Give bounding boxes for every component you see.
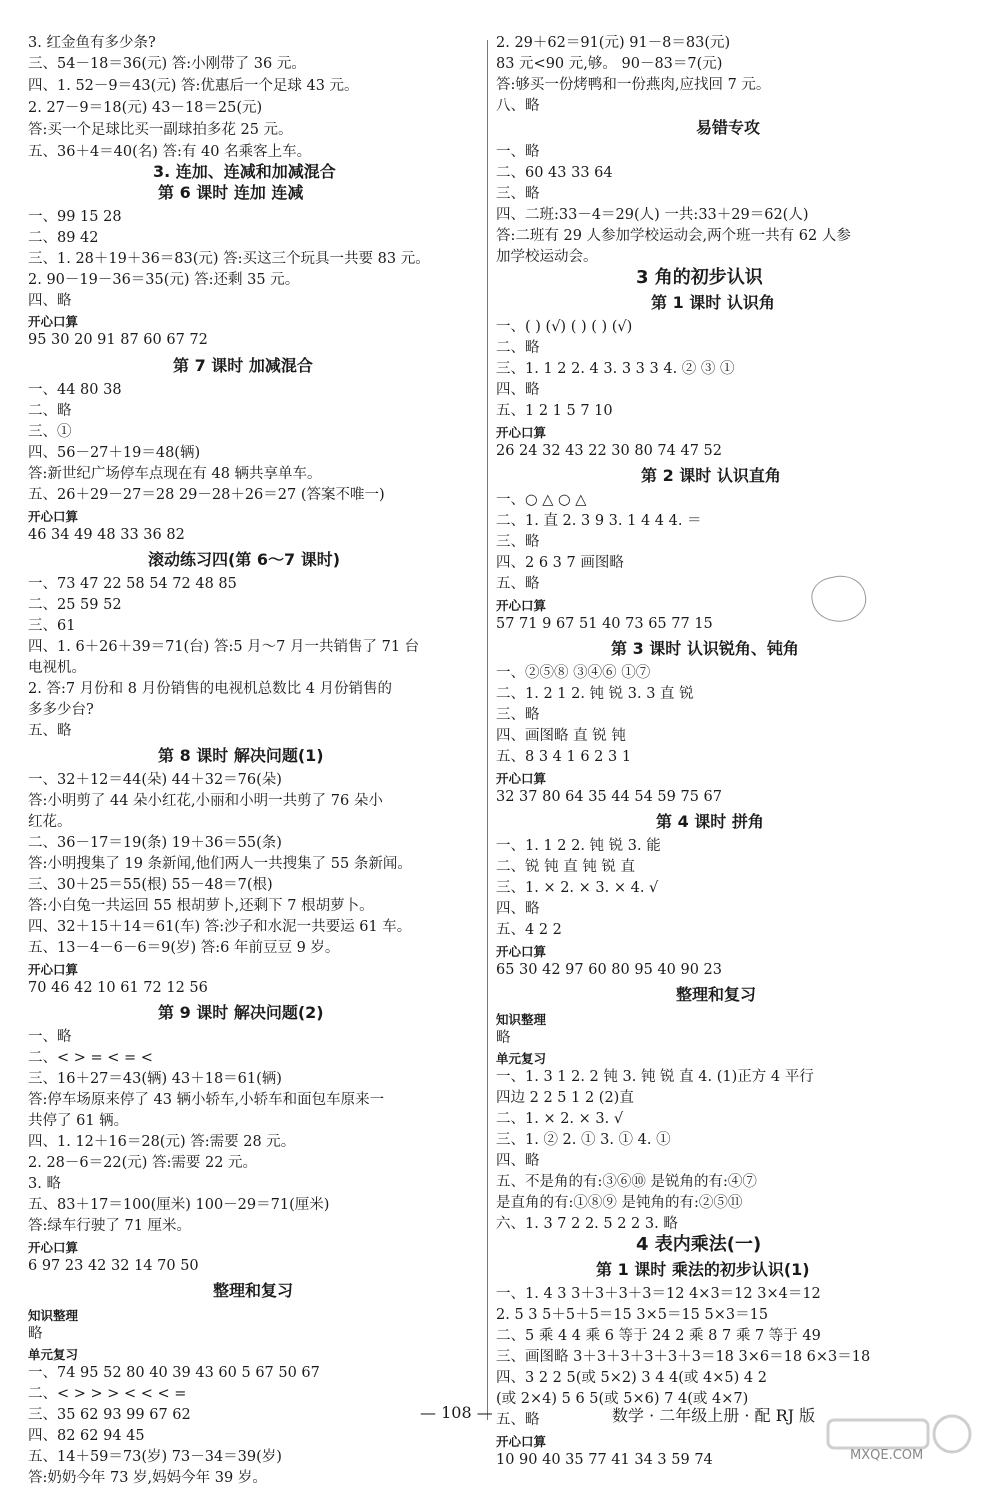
- subsection-label: 开心口算: [496, 598, 547, 613]
- answer-line: 四、略: [28, 293, 72, 309]
- answer-line: 红花。: [28, 814, 72, 830]
- answer-line: 加学校运动会。: [496, 249, 598, 265]
- answer-line: 三、略: [496, 186, 540, 202]
- answer-line: 二、< > = < = <: [28, 1050, 153, 1066]
- answer-line: 三、16＋27＝43(辆) 43＋18＝61(辆): [28, 1071, 282, 1087]
- answer-line: 答:够买一份烤鸭和一份燕肉,应找回 7 元。: [496, 77, 771, 93]
- answer-line: 五、1 2 1 5 7 10: [496, 403, 613, 419]
- section-heading: 第 7 课时 加减混合: [173, 356, 313, 375]
- answer-line: 2. 29＋62＝91(元) 91－8＝83(元): [496, 35, 731, 51]
- answer-line: 六、1. 3 7 2 2. 5 2 2 3. 略: [496, 1216, 678, 1232]
- answer-line: 二、略: [496, 340, 540, 356]
- section-heading: 3 角的初步认识: [636, 267, 763, 288]
- answer-line: 三、1. 28＋19＋36＝83(元) 答:买这三个玩具一共要 83 元。: [28, 251, 430, 267]
- answer-line: 四边 2 2 5 1 2 (2)直: [496, 1090, 634, 1106]
- subsection-label: 开心口算: [496, 944, 547, 959]
- answer-line: 二、1. 直 2. 3 9 3. 1 4 4 4. ＝: [496, 513, 702, 529]
- answer-line: 答:小明剪了 44 朵小红花,小丽和小明一共剪了 76 朵小: [28, 793, 383, 809]
- answer-line: 答:停车场原来停了 43 辆小轿车,小轿车和面包车原来一: [28, 1092, 385, 1108]
- answer-line: 二、锐 钝 直 钝 锐 直: [496, 859, 636, 875]
- answer-line: 四、1. 6＋26＋39＝71(台) 答:5 月～7 月一共销售了 71 台: [28, 639, 420, 655]
- answer-line: 二、5 乘 4 4 乘 6 等于 24 2 乘 8 7 乘 7 等于 49: [496, 1328, 821, 1344]
- answer-line: 三、1. ② 2. ① 3. ① 4. ①: [496, 1132, 671, 1148]
- section-heading: 易错专攻: [696, 118, 761, 137]
- answer-line: 二、< > > > < < < =: [28, 1386, 187, 1402]
- answer-line: 五、略: [496, 576, 540, 592]
- answer-line: 五、不是角的有:③⑥⑩ 是锐角的有:④⑦: [496, 1174, 757, 1190]
- answer-line: 三、61: [28, 618, 76, 634]
- section-heading: 第 2 课时 认识直角: [641, 466, 781, 485]
- answer-line: 10 90 40 35 77 41 34 3 59 74: [496, 1452, 713, 1468]
- answer-line: 答:买一个足球比买一副球拍多花 25 元。: [28, 122, 293, 138]
- subsection-label: 开心口算: [496, 425, 547, 440]
- answer-line: 2. 90－19－36＝35(元) 答:还剩 35 元。: [28, 272, 300, 288]
- section-heading: 第 8 课时 解决问题(1): [158, 746, 324, 765]
- subsection-label: 开心口算: [28, 962, 79, 977]
- answer-line: 三、略: [496, 707, 540, 723]
- answer-line: 四、略: [496, 382, 540, 398]
- answer-line: 3. 略: [28, 1176, 61, 1192]
- answer-line: 五、14＋59＝73(岁) 73－34＝39(岁): [28, 1449, 282, 1465]
- answer-line: 答:奶奶今年 73 岁,妈妈今年 39 岁。: [28, 1470, 267, 1486]
- answer-line: 二、36－17＝19(条) 19＋36＝55(条): [28, 835, 282, 851]
- answer-line: 四、二班:33－4＝29(人) 一共:33＋29＝62(人): [496, 207, 809, 223]
- answer-line: 四、略: [496, 901, 540, 917]
- answer-line: 三、1. × 2. × 3. × 4. √: [496, 880, 659, 896]
- answer-line: 三、35 62 93 99 67 62: [28, 1407, 191, 1423]
- answer-line: 八、略: [496, 98, 540, 114]
- answer-line: 电视机。: [28, 660, 86, 676]
- answer-line: 2. 答:7 月份和 8 月份销售的电视机总数比 4 月份销售的: [28, 681, 393, 697]
- answer-line: 五、36＋4＝40(名) 答:有 40 名乘客上车。: [28, 144, 312, 160]
- answer-line: 65 30 42 97 60 80 95 40 90 23: [496, 962, 722, 978]
- answer-line: 95 30 20 91 87 60 67 72: [28, 332, 208, 348]
- section-heading: 整理和复习: [213, 1281, 294, 1300]
- answer-line: 一、○ △ ○ △: [496, 492, 587, 508]
- section-heading: 4 表内乘法(一): [636, 1234, 762, 1255]
- answer-line: 一、1. 1 2 2. 钝 锐 3. 能: [496, 838, 661, 854]
- answer-line: 一、1. 3 1 2. 2 钝 3. 钝 锐 直 4. (1)正方 4 平行: [496, 1069, 814, 1085]
- answer-line: 五、略: [28, 723, 72, 739]
- answer-line: 一、略: [496, 144, 540, 160]
- answer-line: 四、3 2 2 5(或 5×2) 3 4 4(或 4×5) 4 2: [496, 1370, 767, 1386]
- decorative-stamp: [808, 571, 870, 627]
- section-heading: 第 4 课时 拼角: [656, 812, 764, 831]
- answer-line: 一、②⑤⑧ ③④⑥ ①⑦: [496, 665, 651, 681]
- subsection-label: 知识整理: [28, 1308, 79, 1323]
- answer-line: 一、32＋12＝44(朵) 44＋32＝76(朵): [28, 772, 282, 788]
- answer-line: 32 37 80 64 35 44 54 59 75 67: [496, 789, 722, 805]
- section-heading: 整理和复习: [676, 985, 757, 1004]
- answer-line: 一、( ) (√) ( ) ( ) (√): [496, 319, 633, 335]
- answer-line: 一、1. 4 3 3＋3＋3＋3＝12 4×3＝12 3×4＝12: [496, 1286, 821, 1302]
- section-heading: 第 1 课时 认识角: [651, 293, 775, 312]
- answer-line: 二、略: [28, 403, 72, 419]
- answer-line: 3. 红金鱼有多少条?: [28, 35, 156, 51]
- subsection-label: 开心口算: [28, 509, 79, 524]
- answer-line: 五、8 3 4 1 6 2 3 1: [496, 749, 632, 765]
- answer-line: 答:绿车行驶了 71 厘米。: [28, 1218, 192, 1234]
- answer-line: 共停了 61 辆。: [28, 1113, 129, 1129]
- section-heading: 第 6 课时 连加 连减: [158, 183, 304, 202]
- answer-line: 答:新世纪广场停车点现在有 48 辆共享单车。: [28, 466, 322, 482]
- answer-line: 46 34 49 48 33 36 82: [28, 527, 185, 543]
- answer-line: 一、74 95 52 80 40 39 43 60 5 67 50 67: [28, 1365, 320, 1381]
- subsection-label: 开心口算: [28, 1240, 79, 1255]
- book-title: 数学 · 二年级上册 · 配 RJ 版: [612, 1406, 816, 1425]
- answer-line: 二、25 59 52: [28, 597, 122, 613]
- section-heading: 3. 连加、连减和加减混合: [153, 162, 336, 181]
- answer-line: 五、4 2 2: [496, 922, 562, 938]
- answer-line: 2. 27－9＝18(元) 43－18＝25(元): [28, 100, 263, 116]
- subsection-label: 开心口算: [28, 314, 79, 329]
- answer-line: 二、89 42: [28, 230, 99, 246]
- answer-line: 一、73 47 22 58 54 72 48 85: [28, 576, 237, 592]
- answer-line: 83 元<90 元,够。 90－83＝7(元): [496, 56, 723, 72]
- answer-line: 2. 28－6＝22(元) 答:需要 22 元。: [28, 1155, 258, 1171]
- answer-line: 是直角的有:①⑧⑨ 是钝角的有:②⑤⑪: [496, 1195, 743, 1211]
- answer-line: 57 71 9 67 51 40 73 65 77 15: [496, 616, 713, 632]
- answer-line: 二、60 43 33 64: [496, 165, 613, 181]
- answer-line: 五、83＋17＝100(厘米) 100－29＝71(厘米): [28, 1197, 330, 1213]
- answer-line: (或 2×4) 5 6 5(或 5×6) 7 4(或 4×7): [496, 1391, 749, 1407]
- answer-line: 五、13－4－6－6＝9(岁) 答:6 年前豆豆 9 岁。: [28, 940, 340, 956]
- column-divider: [487, 40, 488, 1420]
- answer-line: 70 46 42 10 61 72 12 56: [28, 980, 208, 996]
- answer-line: 二、1. × 2. × 3. √: [496, 1111, 624, 1127]
- subsection-label: 知识整理: [496, 1012, 547, 1027]
- answer-line: 五、26＋29－27＝28 29－28＋26＝27 (答案不唯一): [28, 487, 385, 503]
- answer-line: 三、1. 1 2 2. 4 3. 3 3 3 4. ② ③ ①: [496, 361, 735, 377]
- subsection-label: 开心口算: [496, 1434, 547, 1449]
- subsection-label: 单元复习: [28, 1347, 79, 1362]
- answer-line: 四、画图略 直 锐 钝: [496, 728, 626, 744]
- page-number: — 108 —: [420, 1403, 493, 1422]
- subsection-label: 开心口算: [496, 771, 547, 786]
- answer-line: 五、略: [496, 1412, 540, 1428]
- section-heading: 第 9 课时 解决问题(2): [158, 1003, 324, 1022]
- answer-line: 三、30＋25＝55(根) 55－48＝7(根): [28, 877, 273, 893]
- answer-line: 四、56－27＋19＝48(辆): [28, 445, 201, 461]
- answer-line: 三、54－18＝36(元) 答:小刚带了 36 元。: [28, 56, 306, 72]
- answer-line: 四、1. 52－9＝43(元) 答:优惠后一个足球 43 元。: [28, 78, 359, 94]
- section-heading: 第 1 课时 乘法的初步认识(1): [596, 1260, 810, 1279]
- answer-line: 一、略: [28, 1029, 72, 1045]
- answer-line: 四、2 6 3 7 画图略: [496, 555, 624, 571]
- answer-line: 26 24 32 43 22 30 80 74 47 52: [496, 443, 722, 459]
- answer-line: 略: [496, 1030, 511, 1046]
- answer-line: 四、1. 12＋16＝28(元) 答:需要 28 元。: [28, 1134, 296, 1150]
- answer-line: 略: [28, 1326, 43, 1342]
- section-heading: 滚动练习四(第 6～7 课时): [148, 550, 341, 569]
- answer-line: 一、44 80 38: [28, 382, 122, 398]
- answer-line: 2. 5 3 5＋5＋5＝15 3×5＝15 5×3＝15: [496, 1307, 769, 1323]
- answer-line: 多多少台?: [28, 702, 94, 718]
- answer-line: 答:小明搜集了 19 条新闻,他们两人一共搜集了 55 条新闻。: [28, 856, 412, 872]
- subsection-label: 单元复习: [496, 1051, 547, 1066]
- answer-line: 6 97 23 42 32 14 70 50: [28, 1258, 199, 1274]
- answer-line: 三、画图略 3＋3＋3＋3＋3＋3＝18 3×6＝18 6×3＝18: [496, 1349, 871, 1365]
- answer-line: 四、32＋15＋14＝61(车) 答:沙子和水泥一共要运 61 车。: [28, 919, 412, 935]
- answer-line: 三、①: [28, 424, 72, 440]
- watermark-text: MXQE.COM: [850, 1448, 924, 1463]
- section-heading: 第 3 课时 认识锐角、钝角: [611, 639, 799, 658]
- answer-line: 二、1. 2 1 2. 钝 锐 3. 3 直 锐: [496, 686, 694, 702]
- answer-line: 一、99 15 28: [28, 209, 122, 225]
- answer-line: 答:二班有 29 人参加学校运动会,两个班一共有 62 人参: [496, 228, 851, 244]
- answer-line: 四、82 62 94 45: [28, 1428, 145, 1444]
- answer-line: 四、略: [496, 1153, 540, 1169]
- answer-line: 三、略: [496, 534, 540, 550]
- answer-line: 答:小白兔一共运回 55 根胡萝卜,还剩下 7 根胡萝卜。: [28, 898, 374, 914]
